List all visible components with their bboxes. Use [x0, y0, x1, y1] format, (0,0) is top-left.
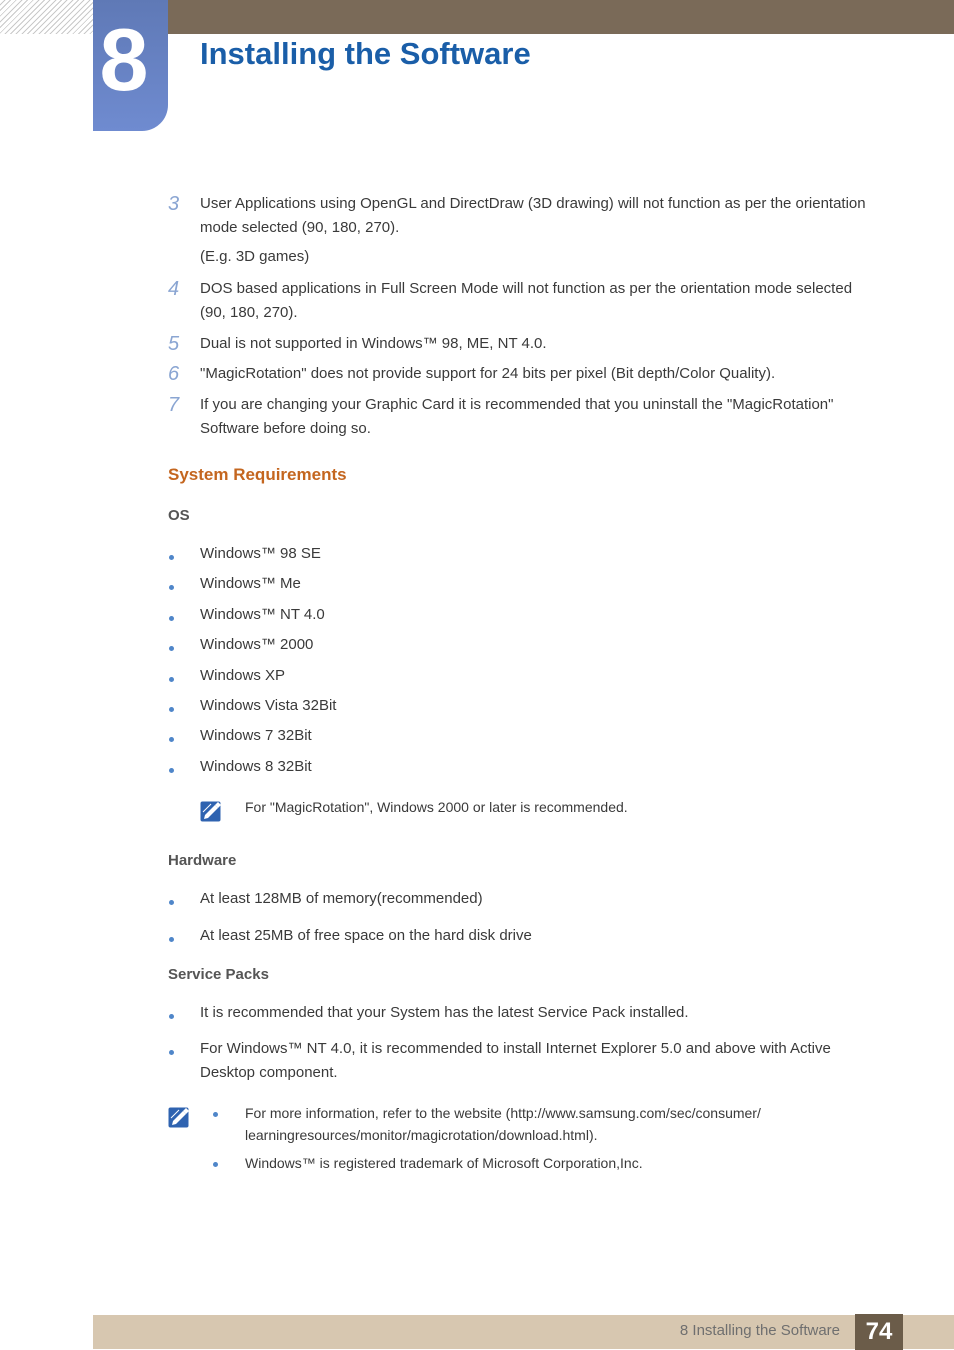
bullet-icon: [169, 1014, 174, 1019]
bullet-icon: [169, 646, 174, 651]
service-pack-item: It is recommended that your System has the latest Service Pack installed.: [200, 1004, 689, 1021]
note-pencil-icon: [200, 799, 223, 822]
item-text: (90, 180, 270).: [200, 304, 298, 321]
os-item: Windows™ 98 SE: [200, 545, 321, 562]
item-number: 6: [168, 363, 180, 385]
os-item: Windows™ 2000: [200, 636, 314, 653]
service-pack-item: For Windows™ NT 4.0, it is recommended to install Internet Explorer 5.0 and above with Active: [200, 1040, 831, 1057]
chapter-title: Installing the Software: [200, 36, 531, 71]
bullet-icon: [169, 555, 174, 560]
item-text: DOS based applications in Full Screen Mode will not function as per the orientation mode selected: [200, 280, 853, 297]
bullet-icon: [169, 677, 174, 682]
note-pencil-icon: [168, 1105, 191, 1128]
hardware-item: At least 128MB of memory(recommended): [200, 890, 483, 907]
item-number: 3: [168, 193, 180, 215]
item-text: "MagicRotation" does not provide support for 24 bits per pixel (Bit depth/Color Quality).: [200, 365, 776, 382]
service-pack-item: Desktop component.: [200, 1064, 338, 1081]
os-heading: OS: [168, 507, 190, 524]
bullet-icon: [169, 707, 174, 712]
bullet-icon: [169, 737, 174, 742]
os-item: Windows™ NT 4.0: [200, 606, 325, 623]
bullet-icon: [169, 585, 174, 590]
item-number: 7: [168, 394, 180, 416]
bullet-icon: [169, 1050, 174, 1055]
os-item: Windows XP: [200, 667, 286, 684]
footer-chapter-label: 8 Installing the Software: [679, 1322, 840, 1339]
item-text: User Applications using OpenGL and DirectDraw (3D drawing) will not function as per the orientation: [200, 195, 866, 212]
item-text: Software before doing so.: [200, 420, 371, 437]
header-hatch-pattern: [0, 0, 93, 34]
page-number: 74: [855, 1314, 903, 1350]
os-item: Windows Vista 32Bit: [200, 697, 337, 714]
note-text: For more information, refer to the website (http://www.samsung.com/sec/consumer/: [245, 1105, 761, 1121]
os-item: Windows 7 32Bit: [200, 727, 312, 744]
os-item: Windows™ Me: [200, 575, 301, 592]
item-example: (E.g. 3D games): [200, 248, 310, 265]
section-title: System Requirements: [168, 465, 347, 484]
hardware-heading: Hardware: [168, 852, 237, 869]
item-number: 4: [168, 278, 180, 300]
note-link-text: learningresources/monitor/magicrotation/download.html).: [245, 1127, 598, 1143]
header-bar: [168, 0, 954, 34]
note-text: Windows™ is registered trademark of Microsoft Corporation,Inc.: [245, 1155, 643, 1171]
hardware-item: At least 25MB of free space on the hard disk drive: [200, 927, 532, 944]
os-note-text: For "MagicRotation", Windows 2000 or later is recommended.: [245, 799, 628, 815]
os-item: Windows 8 32Bit: [200, 758, 312, 775]
item-number: 5: [168, 333, 180, 355]
service-packs-heading: Service Packs: [168, 966, 269, 983]
item-text: If you are changing your Graphic Card it is recommended that you uninstall the "MagicRotation": [200, 396, 834, 413]
item-text: Dual is not supported in Windows™ 98, ME, NT 4.0.: [200, 335, 547, 352]
chapter-tab: [93, 0, 168, 131]
footer-bar: [93, 1315, 954, 1349]
item-text: mode selected (90, 180, 270).: [200, 219, 400, 236]
bullet-icon: [169, 900, 174, 905]
bullet-icon: [169, 616, 174, 621]
bullet-icon: [213, 1162, 218, 1167]
bullet-icon: [169, 937, 174, 942]
bullet-icon: [169, 768, 174, 773]
bullet-icon: [213, 1112, 218, 1117]
chapter-number: 8: [99, 10, 149, 109]
